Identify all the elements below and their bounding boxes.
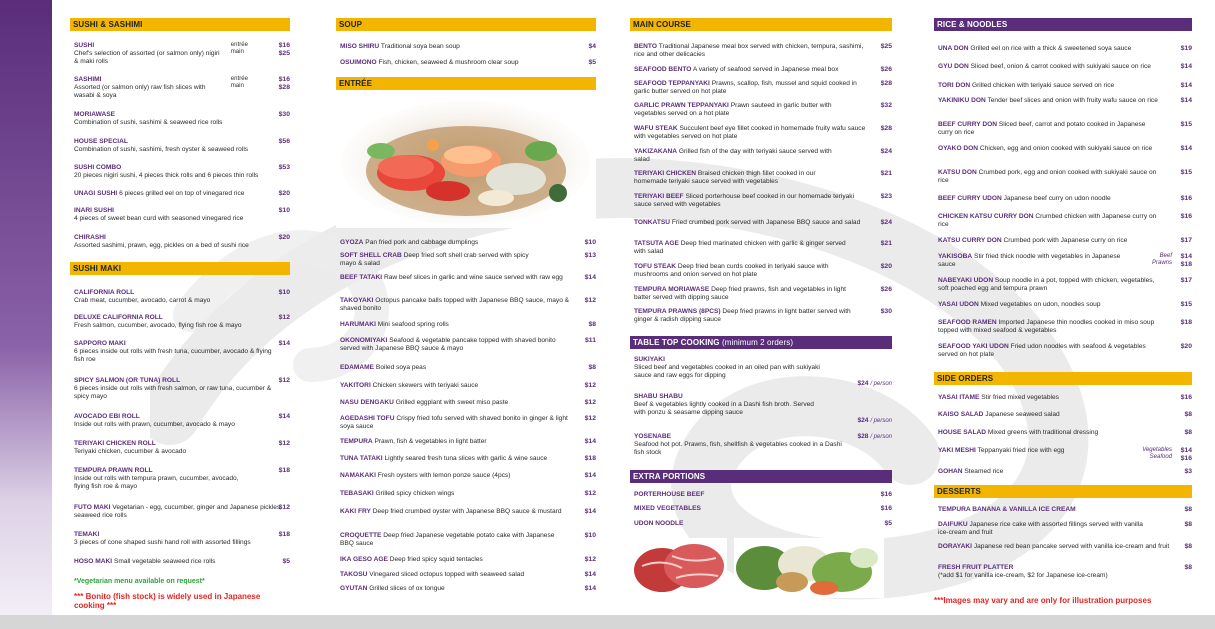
menu-item-seafood-teppanyaki: SEAFOOD TEPPANYAKI Prawns, scallop, fish, mussel and squid cooked in garlic butter served on hot plate $28 xyxy=(634,80,892,95)
column-rice-noodles xyxy=(934,0,1192,615)
menu-item-chicken-katsu-curry-don: CHICKEN KATSU CURRY DON Crumbed chicken with Japanese curry on rice $16 xyxy=(938,213,1192,228)
section-header-rice-noodles: RICE & NOODLES xyxy=(934,18,1192,31)
menu-item-deluxe-california-roll: DELUXE CALIFORNIA ROLL Fresh salmon, cucumber, avocado, flying fish roe & mayo $12 xyxy=(74,314,290,329)
menu-item-teriyaki-beef: TERIYAKI BEEF Sliced porterhouse beef cooked in our homemade teriyaki sauce served with vegetables $23 xyxy=(634,193,892,208)
menu-item-croquette: CROQUETTE Deep fried Japanese vegetable potato cake with Japanese BBQ sauce $10 xyxy=(340,532,596,547)
menu-item-hoso-maki: HOSO MAKI Small vegetable seaweed rice rolls $5 xyxy=(74,558,290,565)
section-header-side-orders: SIDE ORDERS xyxy=(934,372,1192,385)
section-header-soup: SOUP xyxy=(336,18,596,31)
menu-item-garlic-prawn-teppanyaki: GARLIC PRAWN TEPPANYAKI Prawn sauteed in garlic butter with vegetables served on a hot plate $32 xyxy=(634,102,892,117)
section-header-table-top-cooking: TABLE TOP COOKING (minimum 2 orders) xyxy=(630,336,892,349)
menu-item-daifuku: DAIFUKU Japanese rice cake with assorted fillings served with vanilla ice-cream and fruit $8 xyxy=(938,521,1192,536)
menu-item-seafood-yaki-udon: SEAFOOD YAKI UDON Fried udon noodles with seafood & vegetables served on hot plate $20 xyxy=(938,343,1192,358)
menu-item-yakitori: YAKITORI Chicken skewers with teriyaki sauce $12 xyxy=(340,382,596,389)
menu-item-chirashi: CHIRASHI Assorted sashimi, prawn, egg, pickles on a bed of sushi rice $20 xyxy=(74,234,290,249)
menu-item-california-roll: CALIFORNIA ROLL Crab meat, cucumber, avocado, carrot & mayo $10 xyxy=(74,289,290,304)
menu-item-gohan: GOHAN Steamed rice $3 xyxy=(938,468,1192,475)
menu-item-edamame: EDAMAME Boiled soya peas $8 xyxy=(340,364,596,371)
bonito-note: *** Bonito (fish stock) is widely used in Japanese cooking *** xyxy=(74,592,261,610)
menu-item-sapporo-maki: SAPPORO MAKI 6 pieces inside out rolls with fresh tuna, cucumber, avocado & flying fish roe $14 xyxy=(74,340,290,363)
menu-item-sashimi: SASHIMI Assorted (or salmon only) raw fish slices with wasabi & soya entrée main $16 $28 xyxy=(74,75,290,99)
menu-item-harumaki: HARUMAKI Mini seafood spring rolls $8 xyxy=(340,321,596,328)
section-header-desserts: DESSERTS xyxy=(934,485,1192,498)
images-disclaimer-note: ***Images may vary and are only for illustration purposes xyxy=(934,596,1152,605)
menu-item-ika-geso-age: IKA GESO AGE Deep fried spicy squid tentacles $12 xyxy=(340,556,596,563)
section-header-extra-portions: EXTRA PORTIONS xyxy=(630,470,892,483)
menu-item-tebasaki: TEBASAKI Grilled spicy chicken wings $12 xyxy=(340,490,596,497)
menu-item-tonkatsu: TONKATSU Fried crumbed pork served with Japanese BBQ sauce and salad $24 xyxy=(634,219,892,226)
menu-item-spicy-salmon-roll: SPICY SALMON (OR TUNA) ROLL 6 pieces inside out rolls with fresh salmon, or raw tuna, cucumber & spicy mayo $12 xyxy=(74,377,290,400)
menu-item-oyako-don: OYAKO DON Chicken, egg and onion cooked with sukiyaki sauce on rice $14 xyxy=(938,145,1192,152)
menu-item-katsu-curry-don: KATSU CURRY DON Crumbed pork with Japanese curry on rice $17 xyxy=(938,237,1192,244)
menu-item-yakiniku-don: YAKINIKU DON Tender beef slices and onion with fruity wafu sauce on rice $14 xyxy=(938,97,1192,104)
menu-item-dorayaki: DORAYAKI Japanese red bean pancake served with vanilla ice-cream and fruit $8 xyxy=(938,543,1192,550)
sashimi-platter-image xyxy=(336,93,596,228)
menu-item-unagi-sushi: UNAGI SUSHI 6 pieces grilled eel on top of vinegared rice $20 xyxy=(74,190,290,197)
menu-item-okonomiyaki: OKONOMIYAKI Seafood & vegetable pancake topped with shaved bonito served with Japanese BBQ sauce & mayo $11 xyxy=(340,337,596,352)
menu-item-tatsuta-age: TATSUTA AGE Deep fried marinated chicken with garlic & ginger served with salad $21 xyxy=(634,240,892,255)
menu-item-tempura-banana: TEMPURA BANANA & VANILLA ICE CREAM $8 xyxy=(938,506,1192,513)
menu-item-kaiso-salad: KAISO SALAD Japanese seaweed salad $8 xyxy=(938,411,1192,418)
menu-item-mixed-vegetables: MIXED VEGETABLES $16 xyxy=(634,505,892,512)
menu-item-tofu-steak: TOFU STEAK Deep fried bean curds cooked in teriyaki sauce with mushrooms and onion served on hot plate $20 xyxy=(634,263,892,278)
menu-item-katsu-don: KATSU DON Crumbed pork, egg and onion cooked with sukiyaki sauce on rice $15 xyxy=(938,169,1192,184)
menu-item-kaki-fry: KAKI FRY Deep fried crumbed oyster with Japanese BBQ sauce & mustard $14 xyxy=(340,508,596,515)
menu-item-yosenabe: YOSENABE Seafood hot pot. Prawns, fish, shellfish & vegetables cooked in a Dashi fish stock $28 / person xyxy=(634,433,892,456)
menu-item-bento: BENTO Traditional Japanese meal box served with chicken, tempura, sashimi, rice and other delicacies $25 xyxy=(634,43,892,58)
menu-item-yasai-udon: YASAI UDON Mixed vegetables on udon, noodles soup $15 xyxy=(938,301,1192,308)
column-soup-entree xyxy=(336,0,596,615)
menu-item-moriawase: MORIAWASE Combination of sushi, sashimi & seaweed rice rolls $30 xyxy=(74,111,290,126)
column-main-course xyxy=(630,0,892,615)
menu-item-house-special: HOUSE SPECIAL Combination of sushi, sashimi, fresh oyster & seaweed rolls $56 xyxy=(74,138,290,153)
menu-item-porterhouse-beef: PORTERHOUSE BEEF $16 xyxy=(634,491,892,498)
menu-item-sushi: SUSHI Chef's selection of assorted (or salmon only) nigiri & maki rolls entrée main $16 $25 xyxy=(74,41,290,65)
menu-item-gyu-don: GYU DON Sliced beef, onion & carrot cooked with sukiyaki sauce on rice $14 xyxy=(938,63,1192,70)
menu-item-tempura: TEMPURA Prawn, fish & vegetables in light batter $14 xyxy=(340,438,596,445)
menu-item-miso-shiru: MISO SHIRU Traditional soya bean soup $4 xyxy=(340,43,596,50)
menu-item-beef-tataki: BEEF TATAKI Raw beef slices in garlic and wine sauce served with raw egg $14 xyxy=(340,274,596,281)
vegetables-image xyxy=(734,538,884,598)
section-header-main-course: MAIN COURSE xyxy=(630,18,892,31)
menu-item-tempura-prawns: TEMPURA PRAWNS (8PCS) Deep fried prawns in light batter served with ginger & radish dipping sauce $30 xyxy=(634,308,892,323)
menu-item-yasai-itame: YASAI ITAME Stir fried mixed vegetables $16 xyxy=(938,394,1192,401)
bottom-gray-bar xyxy=(0,615,1215,629)
menu-item-soft-shell-crab: SOFT SHELL CRAB Deep fried soft shell crab served with spicy mayo & salad $13 xyxy=(340,252,596,267)
menu-item-futo-maki: FUTO MAKI Vegetarian - egg, cucumber, ginger and Japanese pickles seaweed rice rolls $12 xyxy=(74,504,290,519)
section-header-sushi-sashimi: SUSHI & SASHIMI xyxy=(70,18,290,31)
section-header-entree: ENTRÉE xyxy=(336,77,596,90)
menu-item-beef-curry-udon: BEEF CURRY UDON Japanese beef curry on udon noodle $16 xyxy=(938,195,1192,202)
vegetarian-note: *Vegetarian menu available on request* xyxy=(74,578,205,585)
menu-item-gyoza: GYOZA Pan fried pork and cabbage dumplings $10 xyxy=(340,239,596,246)
raw-beef-image xyxy=(632,538,727,598)
column-sushi xyxy=(70,0,290,615)
menu-item-tuna-tataki: TUNA TATAKI Lightly seared fresh tuna slices with garlic & wine sauce $18 xyxy=(340,455,596,462)
menu-item-nabeyaki-udon: NABEYAKI UDON Soup noodle in a pot, topped with chicken, vegetables, soft poached egg and tempura prawn $17 xyxy=(938,277,1192,292)
menu-item-udon-noodle: UDON NOODLE $5 xyxy=(634,520,892,527)
menu-item-namakaki: NAMAKAKI Fresh oysters with lemon ponze sauce (4pcs) $14 xyxy=(340,472,596,479)
menu-item-yakizakana: YAKIZAKANA Grilled fish of the day with teriyaki sauce served with salad $24 xyxy=(634,148,892,163)
menu-item-gyutan: GYUTAN Grilled slices of ox tongue $14 xyxy=(340,585,596,592)
menu-item-sushi-combo: SUSHI COMBO 20 pieces nigiri sushi, 4 pieces thick rolls and 6 pieces thin rolls $53 xyxy=(74,164,290,179)
menu-item-yaki-meshi: YAKI MESHI Teppanyaki fried rice with egg Vegetables Seafood $14 $16 xyxy=(938,447,1192,462)
section-header-sushi-maki: SUSHI MAKI xyxy=(70,262,290,275)
menu-item-seafood-bento: SEAFOOD BENTO A variety of seafood served in Japanese meal box $26 xyxy=(634,66,892,73)
menu-item-osuimono: OSUIMONO Fish, chicken, seaweed & mushroom clear soup $5 xyxy=(340,59,596,66)
menu-item-seafood-ramen: SEAFOOD RAMEN Imported Japanese thin noodles cooked in miso soup topped with mixed seafood & vegetables $18 xyxy=(938,319,1192,334)
left-purple-stripe xyxy=(0,0,52,629)
menu-item-takosu: TAKOSU Vinegared sliced octopus topped with seaweed salad $14 xyxy=(340,571,596,578)
menu-item-agedashi-tofu: AGEDASHI TOFU Crispy fried tofu served with shaved bonito in ginger & light soya sauce $12 xyxy=(340,415,596,430)
menu-item-una-don: UNA DON Grilled eel on rice with a thick & sweetened soya sauce $19 xyxy=(938,45,1192,52)
menu-item-teriyaki-chicken: TERIYAKI CHICKEN Braised chicken thigh fillet cooked in our homemade teriyaki sauce served with vegetables $21 xyxy=(634,170,892,185)
menu-item-wafu-steak: WAFU STEAK Succulent beef eye fillet cooked in homemade fruity wafu sauce with vegetables served on hot plate $28 xyxy=(634,125,892,140)
menu-item-tori-don: TORI DON Grilled chicken with teriyaki sauce served on rice $14 xyxy=(938,82,1192,89)
menu-item-shabu-shabu: SHABU SHABU Beef & vegetables lightly cooked in a Dashi fish broth. Served with ponzu & seasame dipping sauce $24 / person xyxy=(634,393,892,424)
menu-item-teriyaki-chicken-roll: TERIYAKI CHICKEN ROLL Teriyaki chicken, cucumber & avocado $12 xyxy=(74,440,290,455)
menu-item-takoyaki: TAKOYAKI Octopus pancake balls topped with Japanese BBQ sauce, mayo & shaved bonito $12 xyxy=(340,297,596,312)
menu-item-fresh-fruit-platter: FRESH FRUIT PLATTER (*add $1 for vanilla ice-cream, $2 for Japanese ice-cream) $8 xyxy=(938,564,1192,579)
menu-item-temaki: TEMAKI 3 pieces of cone shaped sushi hand roll with assorted fillings $18 xyxy=(74,531,290,546)
menu-item-beef-curry-don: BEEF CURRY DON Sliced beef, carrot and potato cooked in Japanese curry on rice $15 xyxy=(938,121,1192,136)
menu-item-nasu-dengaku: NASU DENGAKU Grilled eggplant with sweet miso paste $12 xyxy=(340,399,596,406)
menu-item-inari-sushi: INARI SUSHI 4 pieces of sweet bean curd with seasoned vinegared rice $10 xyxy=(74,207,290,222)
menu-item-tempura-moriawase: TEMPURA MORIAWASE Deep fried prawns, fish and vegetables in light batter served with dipping sauce $26 xyxy=(634,286,892,301)
menu-item-avocado-ebi-roll: AVOCADO EBI ROLL Inside out rolls with prawn, cucumber, avocado & mayo $14 xyxy=(74,413,290,428)
menu-item-yakisoba: YAKISOBA Stir fried thick noodle with vegetables in Japanese sauce Beef Prawns $14 $18 xyxy=(938,253,1192,268)
menu-item-house-salad: HOUSE SALAD Mixed greens with traditional dressing $8 xyxy=(938,429,1192,436)
menu-item-sukiyaki: SUKIYAKI Sliced beef and vegetables cooked in an oiled pan with sukiyaki sauce and raw eggs for dipping $24 / person xyxy=(634,356,892,387)
menu-item-tempura-prawn-roll: TEMPURA PRAWN ROLL Inside out rolls with tempura prawn, cucumber, avocado, flying fish roe & mayo $18 xyxy=(74,467,290,490)
